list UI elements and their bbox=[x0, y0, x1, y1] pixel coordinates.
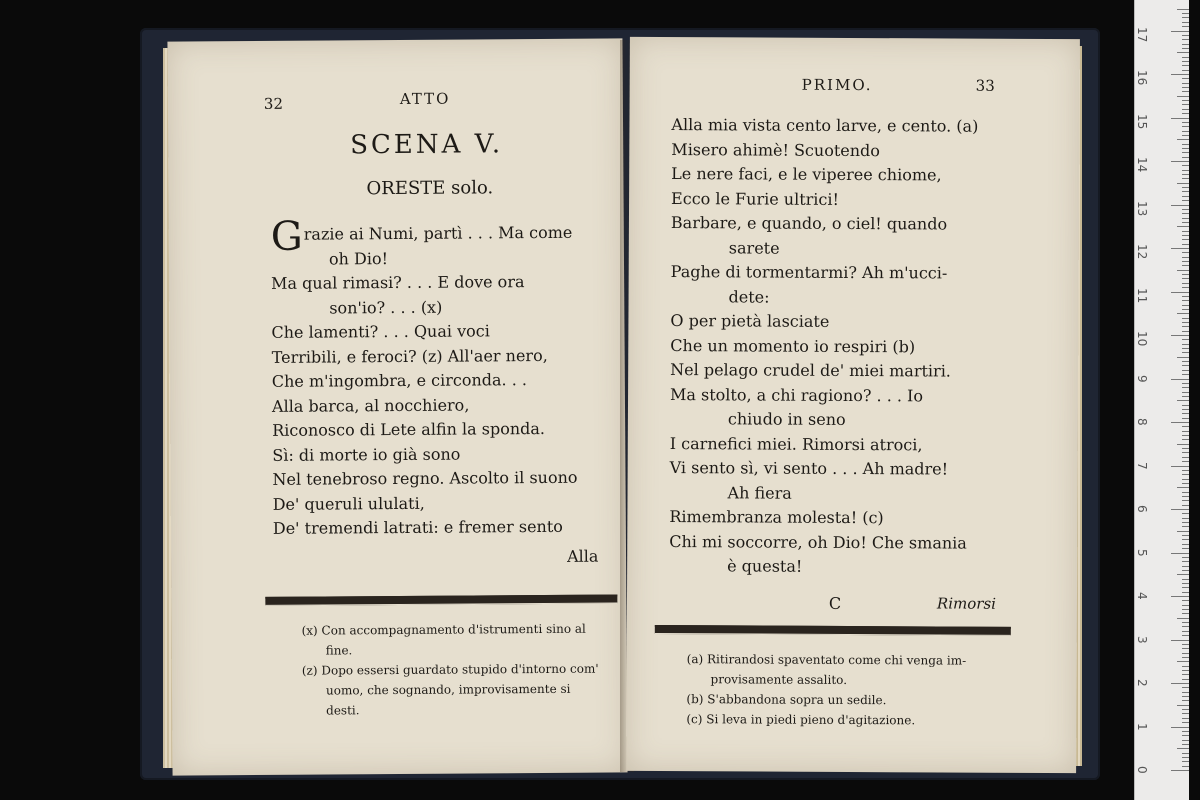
drop-cap: G bbox=[270, 213, 303, 260]
verse-line: Paghe di tormentarmi? Ah m'ucci- bbox=[670, 262, 948, 283]
ruler-tick bbox=[1177, 705, 1189, 706]
footnote-rule bbox=[265, 594, 617, 605]
ruler-tick bbox=[1182, 339, 1189, 340]
ruler-tick bbox=[1182, 413, 1189, 414]
ruler-tick bbox=[1182, 126, 1189, 127]
ruler-tick bbox=[1182, 439, 1189, 440]
ruler-tick bbox=[1171, 640, 1189, 641]
ruler-tick bbox=[1182, 152, 1189, 153]
ruler-label: 11 bbox=[1135, 287, 1149, 303]
verse-line-first: Grazie ai Numi, partì . . . Ma come bbox=[270, 213, 573, 260]
ruler-tick bbox=[1182, 718, 1189, 719]
ruler-tick bbox=[1182, 700, 1189, 701]
ruler-tick bbox=[1177, 357, 1189, 358]
ruler-tick bbox=[1182, 187, 1189, 188]
ruler-tick bbox=[1182, 513, 1189, 514]
ruler-tick bbox=[1182, 561, 1189, 562]
ruler-tick bbox=[1182, 305, 1189, 306]
ruler-tick bbox=[1171, 74, 1189, 75]
ruler-tick bbox=[1182, 735, 1189, 736]
ruler-tick bbox=[1182, 231, 1189, 232]
ruler-tick bbox=[1182, 548, 1189, 549]
ruler-tick bbox=[1177, 139, 1189, 140]
ruler-tick bbox=[1182, 344, 1189, 345]
ruler-tick bbox=[1182, 131, 1189, 132]
ruler-tick bbox=[1182, 713, 1189, 714]
ruler-tick bbox=[1182, 48, 1189, 49]
ruler-tick bbox=[1177, 574, 1189, 575]
ruler-tick bbox=[1182, 544, 1189, 545]
verse-line: De' queruli ululati, bbox=[272, 493, 425, 514]
ruler-label: 8 bbox=[1135, 418, 1149, 426]
ruler-tick bbox=[1182, 309, 1189, 310]
verse-line: Ah fiera bbox=[727, 482, 792, 503]
ruler-label: 1 bbox=[1135, 722, 1149, 731]
footnote-line: desti. bbox=[326, 703, 360, 718]
footnote-line: fine. bbox=[325, 643, 353, 658]
ruler-tick bbox=[1171, 509, 1189, 510]
ruler-tick bbox=[1182, 761, 1189, 762]
verse-line: O per pietà lasciate bbox=[670, 311, 830, 331]
ruler-tick bbox=[1182, 361, 1189, 362]
ruler-tick bbox=[1182, 496, 1189, 497]
verse-line: Nel pelago crudel de' miei martiri. bbox=[670, 360, 951, 381]
ruler-tick bbox=[1182, 109, 1189, 110]
ruler-tick bbox=[1182, 418, 1189, 419]
ruler-tick bbox=[1182, 535, 1189, 536]
ruler-label: 10 bbox=[1135, 331, 1149, 347]
ruler-tick bbox=[1177, 270, 1189, 271]
ruler-label: 4 bbox=[1135, 592, 1149, 600]
ruler-tick bbox=[1182, 474, 1189, 475]
ruler-label: 9 bbox=[1135, 374, 1149, 383]
ruler-tick bbox=[1182, 318, 1189, 319]
verse-line: Nel tenebroso regno. Ascolto il suono bbox=[272, 467, 578, 489]
character-heading: ORESTE solo. bbox=[366, 177, 494, 200]
ruler-label: 14 bbox=[1135, 157, 1149, 173]
ruler-tick bbox=[1182, 626, 1189, 627]
ruler-tick bbox=[1182, 370, 1189, 371]
ruler-tick bbox=[1182, 365, 1189, 366]
ruler-tick bbox=[1182, 287, 1189, 288]
ruler-tick bbox=[1182, 605, 1189, 606]
ruler-tick bbox=[1182, 165, 1189, 166]
ruler-tick bbox=[1182, 492, 1189, 493]
ruler-tick bbox=[1182, 570, 1189, 571]
signature-mark: C bbox=[828, 593, 842, 613]
ruler-tick bbox=[1182, 244, 1189, 245]
right-page bbox=[626, 37, 1080, 773]
ruler-tick bbox=[1182, 731, 1189, 732]
verse-line: Che lamenti? . . . Quai voci bbox=[271, 321, 490, 342]
ruler-tick bbox=[1182, 113, 1189, 114]
verse-line: è questa! bbox=[727, 556, 803, 576]
ruler-tick bbox=[1182, 674, 1189, 675]
ruler-tick bbox=[1182, 278, 1189, 279]
ruler-tick bbox=[1182, 83, 1189, 84]
ruler-tick bbox=[1182, 479, 1189, 480]
ruler-tick bbox=[1182, 722, 1189, 723]
ruler-tick bbox=[1182, 526, 1189, 527]
ruler-tick bbox=[1182, 283, 1189, 284]
left-page bbox=[167, 38, 627, 775]
verse-line: son'io? . . . (x) bbox=[329, 297, 443, 317]
ruler-tick bbox=[1182, 387, 1189, 388]
verse-line: Vi sento sì, vi sento . . . Ah madre! bbox=[669, 458, 949, 479]
ruler-tick bbox=[1182, 157, 1189, 158]
ruler-tick bbox=[1182, 409, 1189, 410]
ruler-tick bbox=[1182, 17, 1189, 18]
verse-line: Chi mi soccorre, oh Dio! Che smania bbox=[669, 531, 967, 553]
verse-line: I carnefici miei. Rimorsi atroci, bbox=[669, 433, 923, 454]
ruler-tick bbox=[1182, 457, 1189, 458]
catchword: Alla bbox=[566, 546, 599, 566]
verse-line: Misero ahimè! Scuotendo bbox=[671, 139, 880, 160]
ruler-tick bbox=[1182, 65, 1189, 66]
ruler-tick bbox=[1182, 518, 1189, 519]
ruler-tick bbox=[1171, 596, 1189, 597]
ruler-tick bbox=[1182, 326, 1189, 327]
ruler-tick bbox=[1182, 170, 1189, 171]
ruler-tick bbox=[1182, 452, 1189, 453]
ruler-tick bbox=[1182, 191, 1189, 192]
ruler-tick bbox=[1177, 618, 1189, 619]
ruler-label: 16 bbox=[1135, 70, 1149, 86]
ruler-tick bbox=[1171, 118, 1189, 119]
ruler-tick bbox=[1182, 500, 1189, 501]
ruler-tick bbox=[1177, 313, 1189, 314]
ruler-tick bbox=[1182, 631, 1189, 632]
ruler-tick bbox=[1182, 679, 1189, 680]
ruler-label: 13 bbox=[1135, 200, 1149, 216]
ruler-tick bbox=[1182, 35, 1189, 36]
ruler-tick bbox=[1182, 39, 1189, 40]
ruler-tick bbox=[1182, 461, 1189, 462]
ruler-tick bbox=[1182, 148, 1189, 149]
verse-line: Ma stolto, a chi ragiono? . . . Io bbox=[670, 384, 924, 405]
ruler-tick bbox=[1171, 31, 1189, 32]
ruler-tick bbox=[1182, 178, 1189, 179]
ruler-label: 15 bbox=[1135, 113, 1149, 129]
ruler-tick bbox=[1182, 600, 1189, 601]
verse-block bbox=[270, 213, 578, 542]
ruler-tick bbox=[1182, 505, 1189, 506]
ruler-tick bbox=[1182, 744, 1189, 745]
ruler-tick bbox=[1182, 296, 1189, 297]
footnotes bbox=[686, 649, 966, 730]
ruler-tick bbox=[1182, 657, 1189, 658]
footnote-line: (c) Si leva in piedi pieno d'agitazione. bbox=[686, 712, 916, 728]
ruler-tick bbox=[1182, 239, 1189, 240]
ruler-tick bbox=[1171, 335, 1189, 336]
ruler-tick bbox=[1182, 274, 1189, 275]
footnote-line: provisamente assalito. bbox=[710, 672, 848, 687]
ruler-tick bbox=[1177, 531, 1189, 532]
running-head: ATTO bbox=[399, 89, 451, 108]
ruler-tick bbox=[1182, 522, 1189, 523]
verse-line: Terribili, e feroci? (z) All'aer nero, bbox=[271, 345, 548, 367]
ruler-tick bbox=[1182, 218, 1189, 219]
ruler-tick bbox=[1182, 753, 1189, 754]
ruler-tick bbox=[1182, 13, 1189, 14]
ruler-tick bbox=[1182, 405, 1189, 406]
ruler-tick bbox=[1182, 196, 1189, 197]
verse-line: Alla barca, al nocchiero, bbox=[271, 394, 470, 416]
footnote-line: (x) Con accompagnamento d'istrumenti sino al bbox=[301, 621, 586, 638]
ruler-tick bbox=[1171, 248, 1189, 249]
ruler-tick bbox=[1182, 483, 1189, 484]
ruler-tick bbox=[1177, 400, 1189, 401]
ruler-tick bbox=[1182, 653, 1189, 654]
ruler-tick bbox=[1182, 61, 1189, 62]
verse-line: Ecco le Furie ultrici! bbox=[671, 188, 839, 209]
ruler-tick bbox=[1182, 583, 1189, 584]
ruler-tick bbox=[1182, 87, 1189, 88]
ruler-tick bbox=[1182, 635, 1189, 636]
verse-line: Le nere faci, e le viperee chiome, bbox=[671, 164, 942, 185]
ruler-tick bbox=[1177, 9, 1189, 10]
ruler-tick bbox=[1182, 448, 1189, 449]
ruler-tick bbox=[1182, 579, 1189, 580]
ruler-tick bbox=[1182, 44, 1189, 45]
ruler-tick bbox=[1182, 352, 1189, 353]
running-head: PRIMO. bbox=[801, 75, 873, 95]
ruler-tick bbox=[1182, 374, 1189, 375]
ruler-tick bbox=[1182, 766, 1189, 767]
ruler-tick bbox=[1182, 648, 1189, 649]
ruler-tick bbox=[1171, 205, 1189, 206]
ruler-tick bbox=[1182, 144, 1189, 145]
ruler-tick bbox=[1171, 422, 1189, 423]
ruler-tick bbox=[1182, 322, 1189, 323]
ruler-tick bbox=[1182, 261, 1189, 262]
ruler-tick bbox=[1182, 300, 1189, 301]
verse-block bbox=[669, 113, 978, 580]
ruler-label: 5 bbox=[1135, 548, 1149, 557]
ruler-tick bbox=[1182, 644, 1189, 645]
ruler-tick bbox=[1171, 727, 1189, 728]
ruler-tick bbox=[1182, 78, 1189, 79]
ruler-tick bbox=[1177, 226, 1189, 227]
ruler-tick bbox=[1182, 666, 1189, 667]
ruler-tick bbox=[1182, 122, 1189, 123]
ruler-tick bbox=[1182, 57, 1189, 58]
measuring-ruler bbox=[1134, 0, 1189, 800]
ruler-tick bbox=[1182, 91, 1189, 92]
ruler-tick bbox=[1182, 470, 1189, 471]
ruler-tick bbox=[1177, 661, 1189, 662]
ruler-tick bbox=[1182, 348, 1189, 349]
verse-line: Riconosco di Lete alfin la sponda. bbox=[272, 418, 546, 440]
ruler-tick bbox=[1182, 709, 1189, 710]
ruler-tick bbox=[1171, 161, 1189, 162]
ruler-tick bbox=[1182, 696, 1189, 697]
verse-line: Sì: di morte io già sono bbox=[272, 444, 461, 465]
ruler-tick bbox=[1177, 487, 1189, 488]
ruler-tick bbox=[1182, 431, 1189, 432]
ruler-tick bbox=[1177, 444, 1189, 445]
ruler-tick bbox=[1182, 426, 1189, 427]
ruler-tick bbox=[1182, 200, 1189, 201]
ruler-tick bbox=[1182, 174, 1189, 175]
ruler-tick bbox=[1182, 692, 1189, 693]
verse-line: Alla mia vista cento larve, e cento. (a) bbox=[671, 115, 979, 136]
ruler-tick bbox=[1182, 135, 1189, 136]
ruler-tick bbox=[1171, 466, 1189, 467]
page-number: 33 bbox=[975, 76, 995, 95]
ruler-tick bbox=[1182, 557, 1189, 558]
ruler-tick bbox=[1182, 613, 1189, 614]
ruler-tick bbox=[1177, 52, 1189, 53]
ruler-tick bbox=[1182, 22, 1189, 23]
footnote-line: uomo, che sognando, improvisamente si bbox=[325, 681, 571, 698]
ruler-tick bbox=[1171, 683, 1189, 684]
ruler-tick bbox=[1171, 379, 1189, 380]
ruler-tick bbox=[1182, 757, 1189, 758]
verse-line: Barbare, e quando, o ciel! quando bbox=[670, 213, 948, 234]
ruler-tick bbox=[1182, 392, 1189, 393]
ruler-tick bbox=[1182, 566, 1189, 567]
ruler-tick bbox=[1182, 26, 1189, 27]
ruler-label: 6 bbox=[1135, 505, 1149, 513]
ruler-tick bbox=[1182, 670, 1189, 671]
verse-line: Rimembranza molesta! (c) bbox=[669, 507, 884, 528]
ruler-tick bbox=[1182, 265, 1189, 266]
ruler-tick bbox=[1171, 292, 1189, 293]
ruler-tick bbox=[1171, 553, 1189, 554]
footnote-line: (a) Ritirandosi spaventato come chi venga im- bbox=[686, 652, 967, 668]
ruler-tick bbox=[1182, 70, 1189, 71]
ruler-tick bbox=[1182, 383, 1189, 384]
ruler-tick bbox=[1177, 96, 1189, 97]
ruler-tick bbox=[1182, 257, 1189, 258]
ruler-tick bbox=[1171, 770, 1189, 771]
ruler-tick bbox=[1177, 183, 1189, 184]
catchword: Rimorsi bbox=[936, 594, 997, 613]
footnote-line: (z) Dopo essersi guardato stupido d'intorno com' bbox=[301, 661, 599, 678]
ruler-tick bbox=[1182, 396, 1189, 397]
ruler-tick bbox=[1182, 235, 1189, 236]
verse-line: oh Dio! bbox=[328, 248, 389, 268]
footnote-line: (b) S'abbandona sopra un sedile. bbox=[686, 692, 887, 708]
ruler-label: 12 bbox=[1135, 244, 1149, 260]
ruler-label: 17 bbox=[1135, 26, 1149, 42]
ruler-tick bbox=[1182, 100, 1189, 101]
verse-line: Ma qual rimasi? . . . E dove ora bbox=[271, 272, 525, 293]
ruler-tick bbox=[1182, 435, 1189, 436]
ruler-tick bbox=[1182, 331, 1189, 332]
ruler-tick bbox=[1182, 222, 1189, 223]
page-number: 32 bbox=[263, 94, 284, 113]
verse-line: chiudo in seno bbox=[727, 409, 846, 429]
scene-title: SCENA V. bbox=[350, 129, 504, 161]
ruler-tick bbox=[1182, 740, 1189, 741]
footnote-rule bbox=[655, 625, 1011, 636]
ruler-tick bbox=[1182, 213, 1189, 214]
footnotes bbox=[301, 619, 599, 721]
ruler-label: 3 bbox=[1135, 635, 1149, 644]
ruler-label: 2 bbox=[1135, 679, 1149, 687]
verse-line: Che m'ingombra, e circonda. . . bbox=[271, 370, 528, 391]
ruler-tick bbox=[1182, 252, 1189, 253]
ruler-tick bbox=[1182, 592, 1189, 593]
verse-line: sarete bbox=[728, 237, 780, 258]
ruler-label: 7 bbox=[1135, 461, 1149, 470]
verse-line: De' tremendi latrati: e fremer sento bbox=[272, 516, 563, 538]
verse-line: Che un momento io respiri (b) bbox=[670, 335, 916, 356]
ruler-tick bbox=[1182, 687, 1189, 688]
ruler-tick bbox=[1182, 587, 1189, 588]
verse-line: dete: bbox=[728, 286, 770, 307]
ruler-tick bbox=[1177, 748, 1189, 749]
ruler-tick bbox=[1182, 209, 1189, 210]
ruler-tick bbox=[1182, 622, 1189, 623]
ruler-tick bbox=[1182, 539, 1189, 540]
ruler-tick bbox=[1182, 609, 1189, 610]
ruler-tick bbox=[1182, 104, 1189, 105]
ruler-label: 0 bbox=[1135, 766, 1149, 774]
